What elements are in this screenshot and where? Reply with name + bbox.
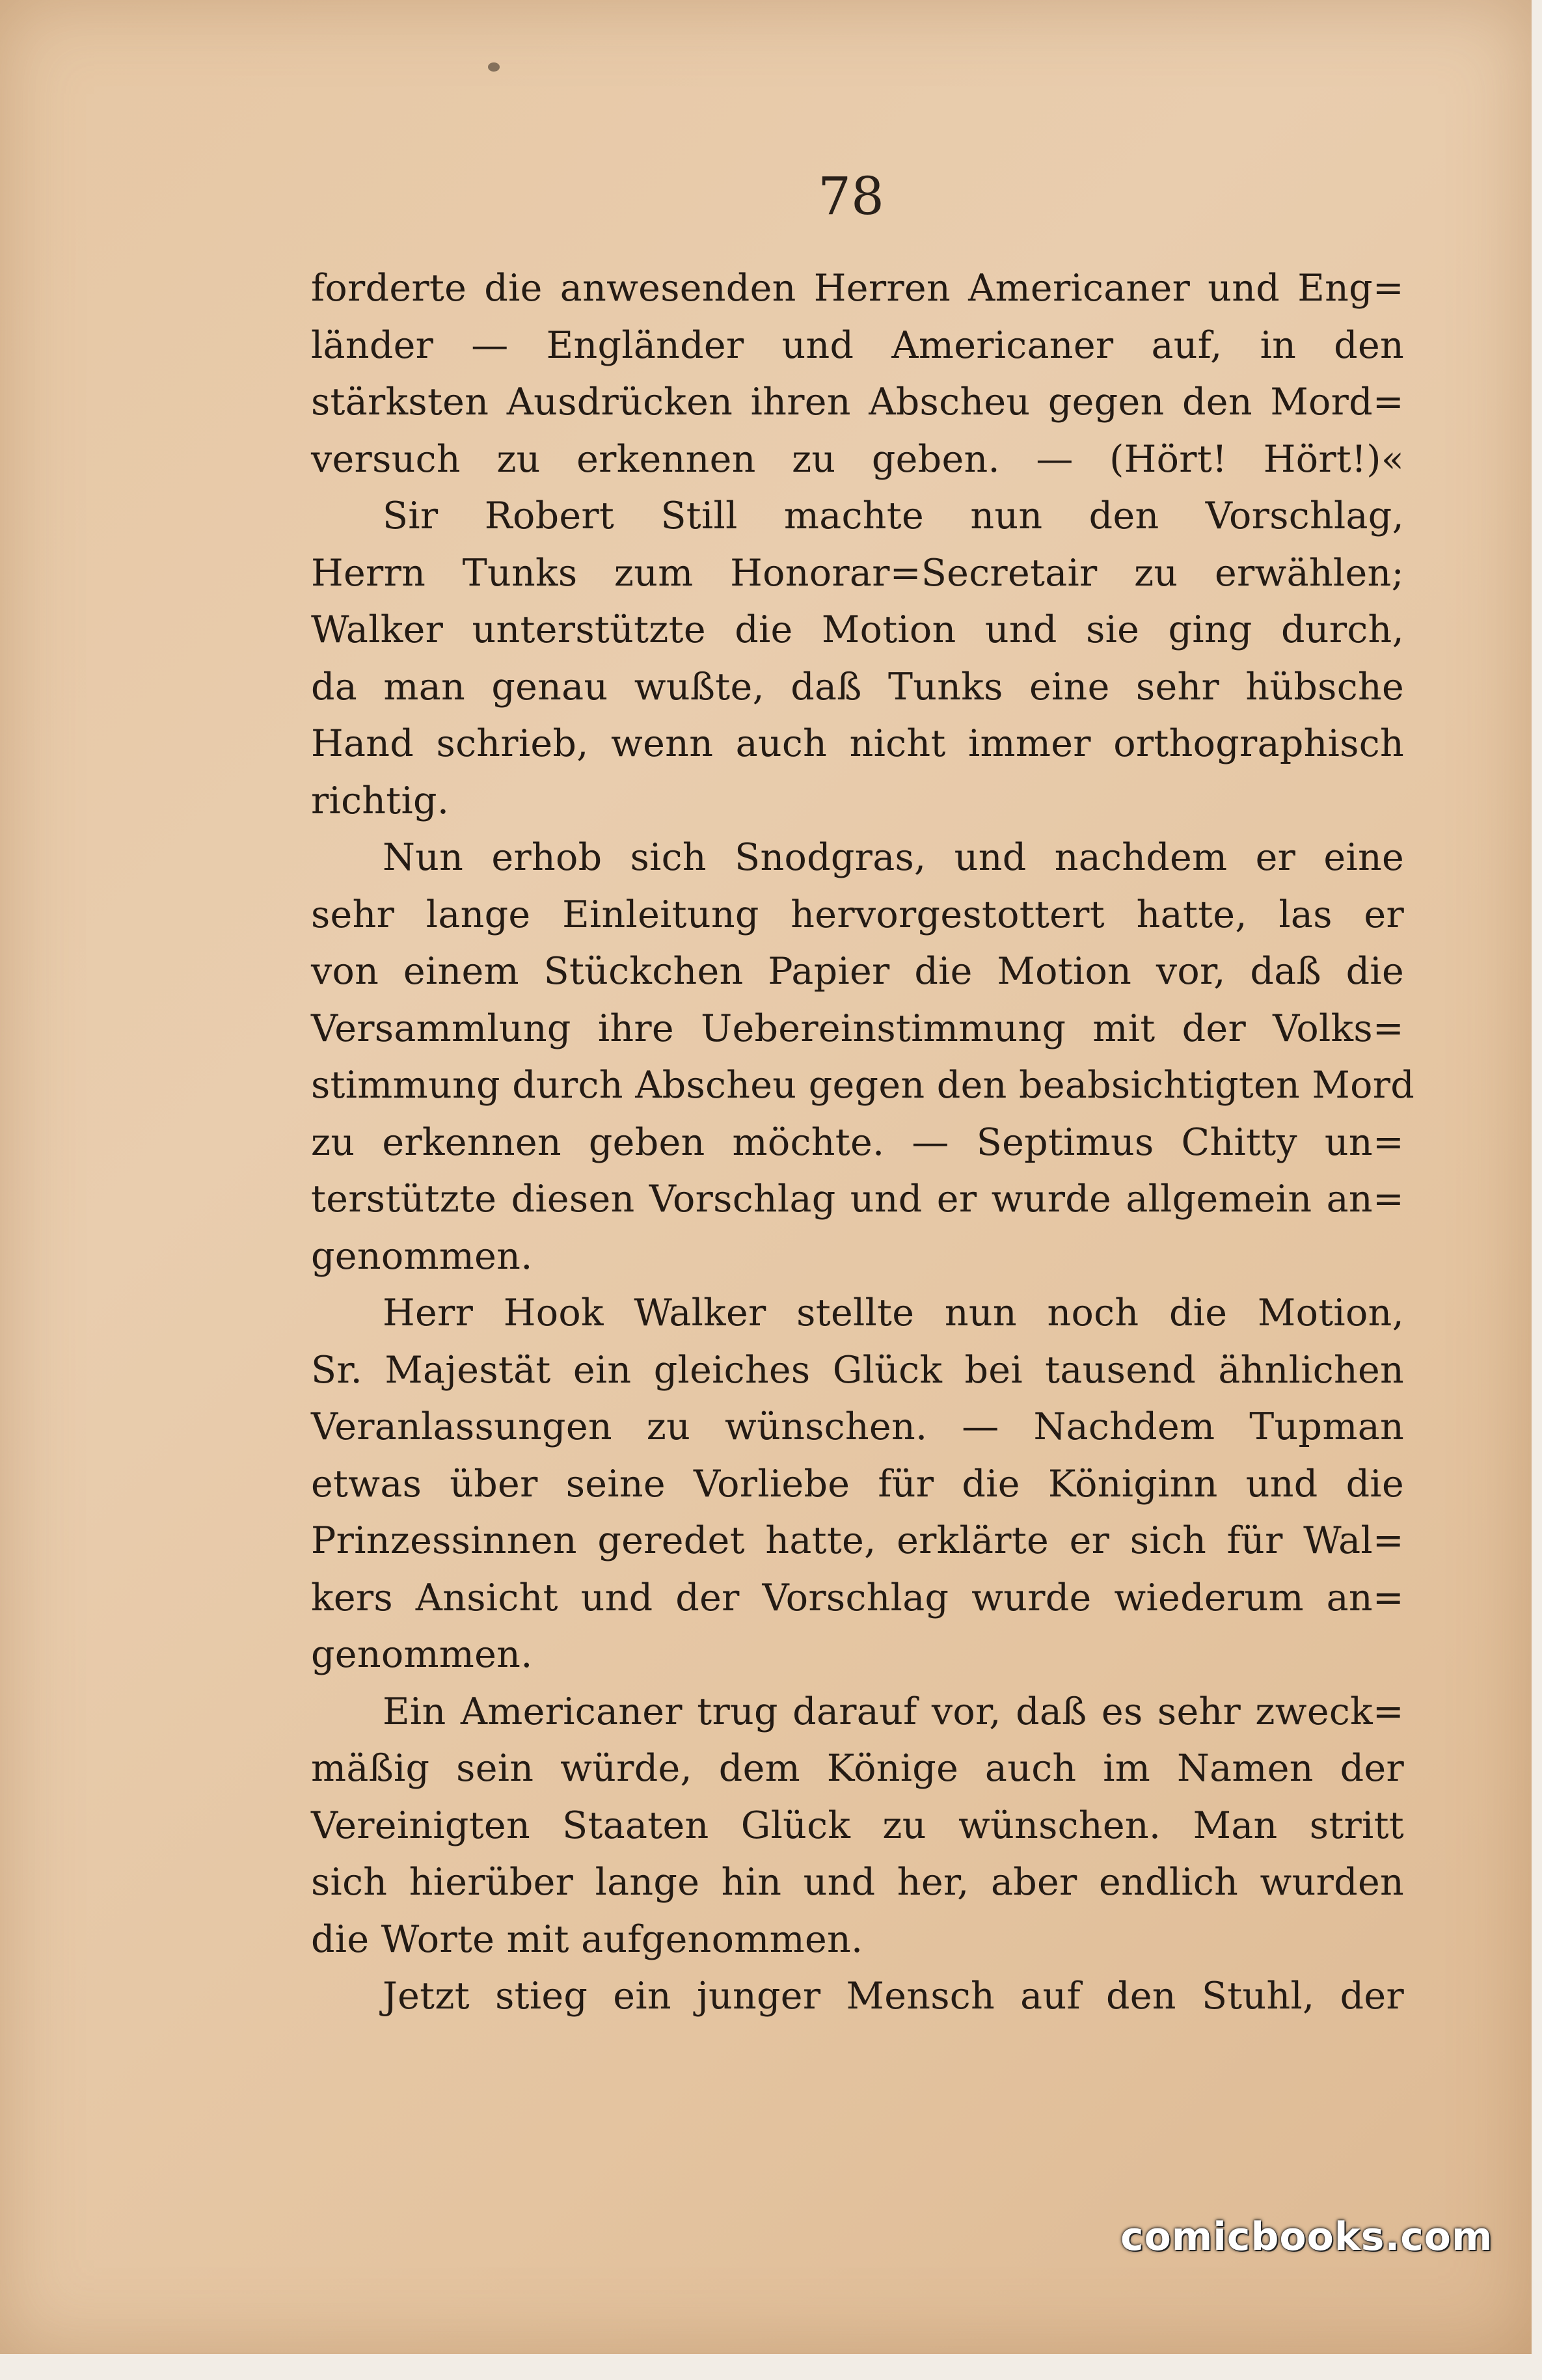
text-line: sehr lange Einleitung hervorgestottert hatte, las er [311, 893, 1404, 936]
text-line: Prinzessinnen geredet hatte, erklärte er sich für Wal= [311, 1519, 1404, 1562]
text-line: länder — Engländer und Americaner auf, in den [311, 323, 1404, 367]
text-line: Walker unterstützte die Motion und sie ging durch, [311, 608, 1404, 651]
watermark: comicbooks.com [1120, 2214, 1493, 2260]
text-line: sich hierüber lange hin und her, aber endlich wurden [311, 1861, 1404, 1904]
text-line: Sir Robert Still machte nun den Vorschlag, [383, 494, 1404, 537]
text-line: genommen. [311, 1234, 533, 1278]
text-line: Hand schrieb, wenn auch nicht immer orthographisch [311, 722, 1404, 765]
text-line: Jetzt stieg ein junger Mensch auf den Stuhl, der [383, 1975, 1404, 2018]
text-line: Sr. Majestät ein gleiches Glück bei tausend ähnlichen [311, 1348, 1404, 1392]
text-line: Herr Hook Walker stellte nun noch die Motion, [383, 1291, 1404, 1334]
text-line: Versammlung ihre Uebereinstimmung mit der Volks= [311, 1007, 1404, 1050]
ink-spot [488, 62, 500, 72]
text-line: etwas über seine Vorliebe für die Königinn und die [311, 1462, 1404, 1506]
text-line: Veranlassungen zu wünschen. — Nachdem Tupman [311, 1405, 1404, 1448]
text-line: forderte die anwesenden Herren Americaner und Eng= [311, 267, 1404, 310]
text-line: von einem Stückchen Papier die Motion vor, daß die [311, 950, 1404, 993]
text-line: die Worte mit aufgenommen. [311, 1917, 863, 1961]
text-line: da man genau wußte, daß Tunks eine sehr hübsche [311, 665, 1404, 709]
page-number: 78 [818, 166, 884, 226]
body-text [311, 260, 1415, 2025]
text-line: terstützte diesen Vorschlag und er wurde allgemein an= [311, 1178, 1404, 1221]
text-line: Herrn Tunks zum Honorar=Secretair zu erwählen; [311, 551, 1404, 595]
text-line: kers Ansicht und der Vorschlag wurde wiederum an= [311, 1576, 1404, 1619]
text-line: Vereinigten Staaten Glück zu wünschen. Man stritt [311, 1804, 1404, 1847]
text-line: richtig. [311, 779, 450, 822]
text-line: mäßig sein würde, dem Könige auch im Namen der [311, 1747, 1404, 1790]
text-line: Nun erhob sich Snodgras, und nachdem er eine [383, 836, 1404, 879]
text-line: Ein Americaner trug darauf vor, daß es sehr zweck= [383, 1690, 1404, 1733]
text-line: stimmung durch Abscheu gegen den beabsichtigten Mord [311, 1064, 1415, 1107]
text-line: stärksten Ausdrücken ihren Abscheu gegen den Mord= [311, 381, 1404, 424]
text-line: versuch zu erkennen zu geben. — (Hört! Hört!)« [311, 437, 1404, 481]
text-line: genommen. [311, 1633, 533, 1676]
text-line: zu erkennen geben möchte. — Septimus Chitty un= [311, 1120, 1404, 1164]
